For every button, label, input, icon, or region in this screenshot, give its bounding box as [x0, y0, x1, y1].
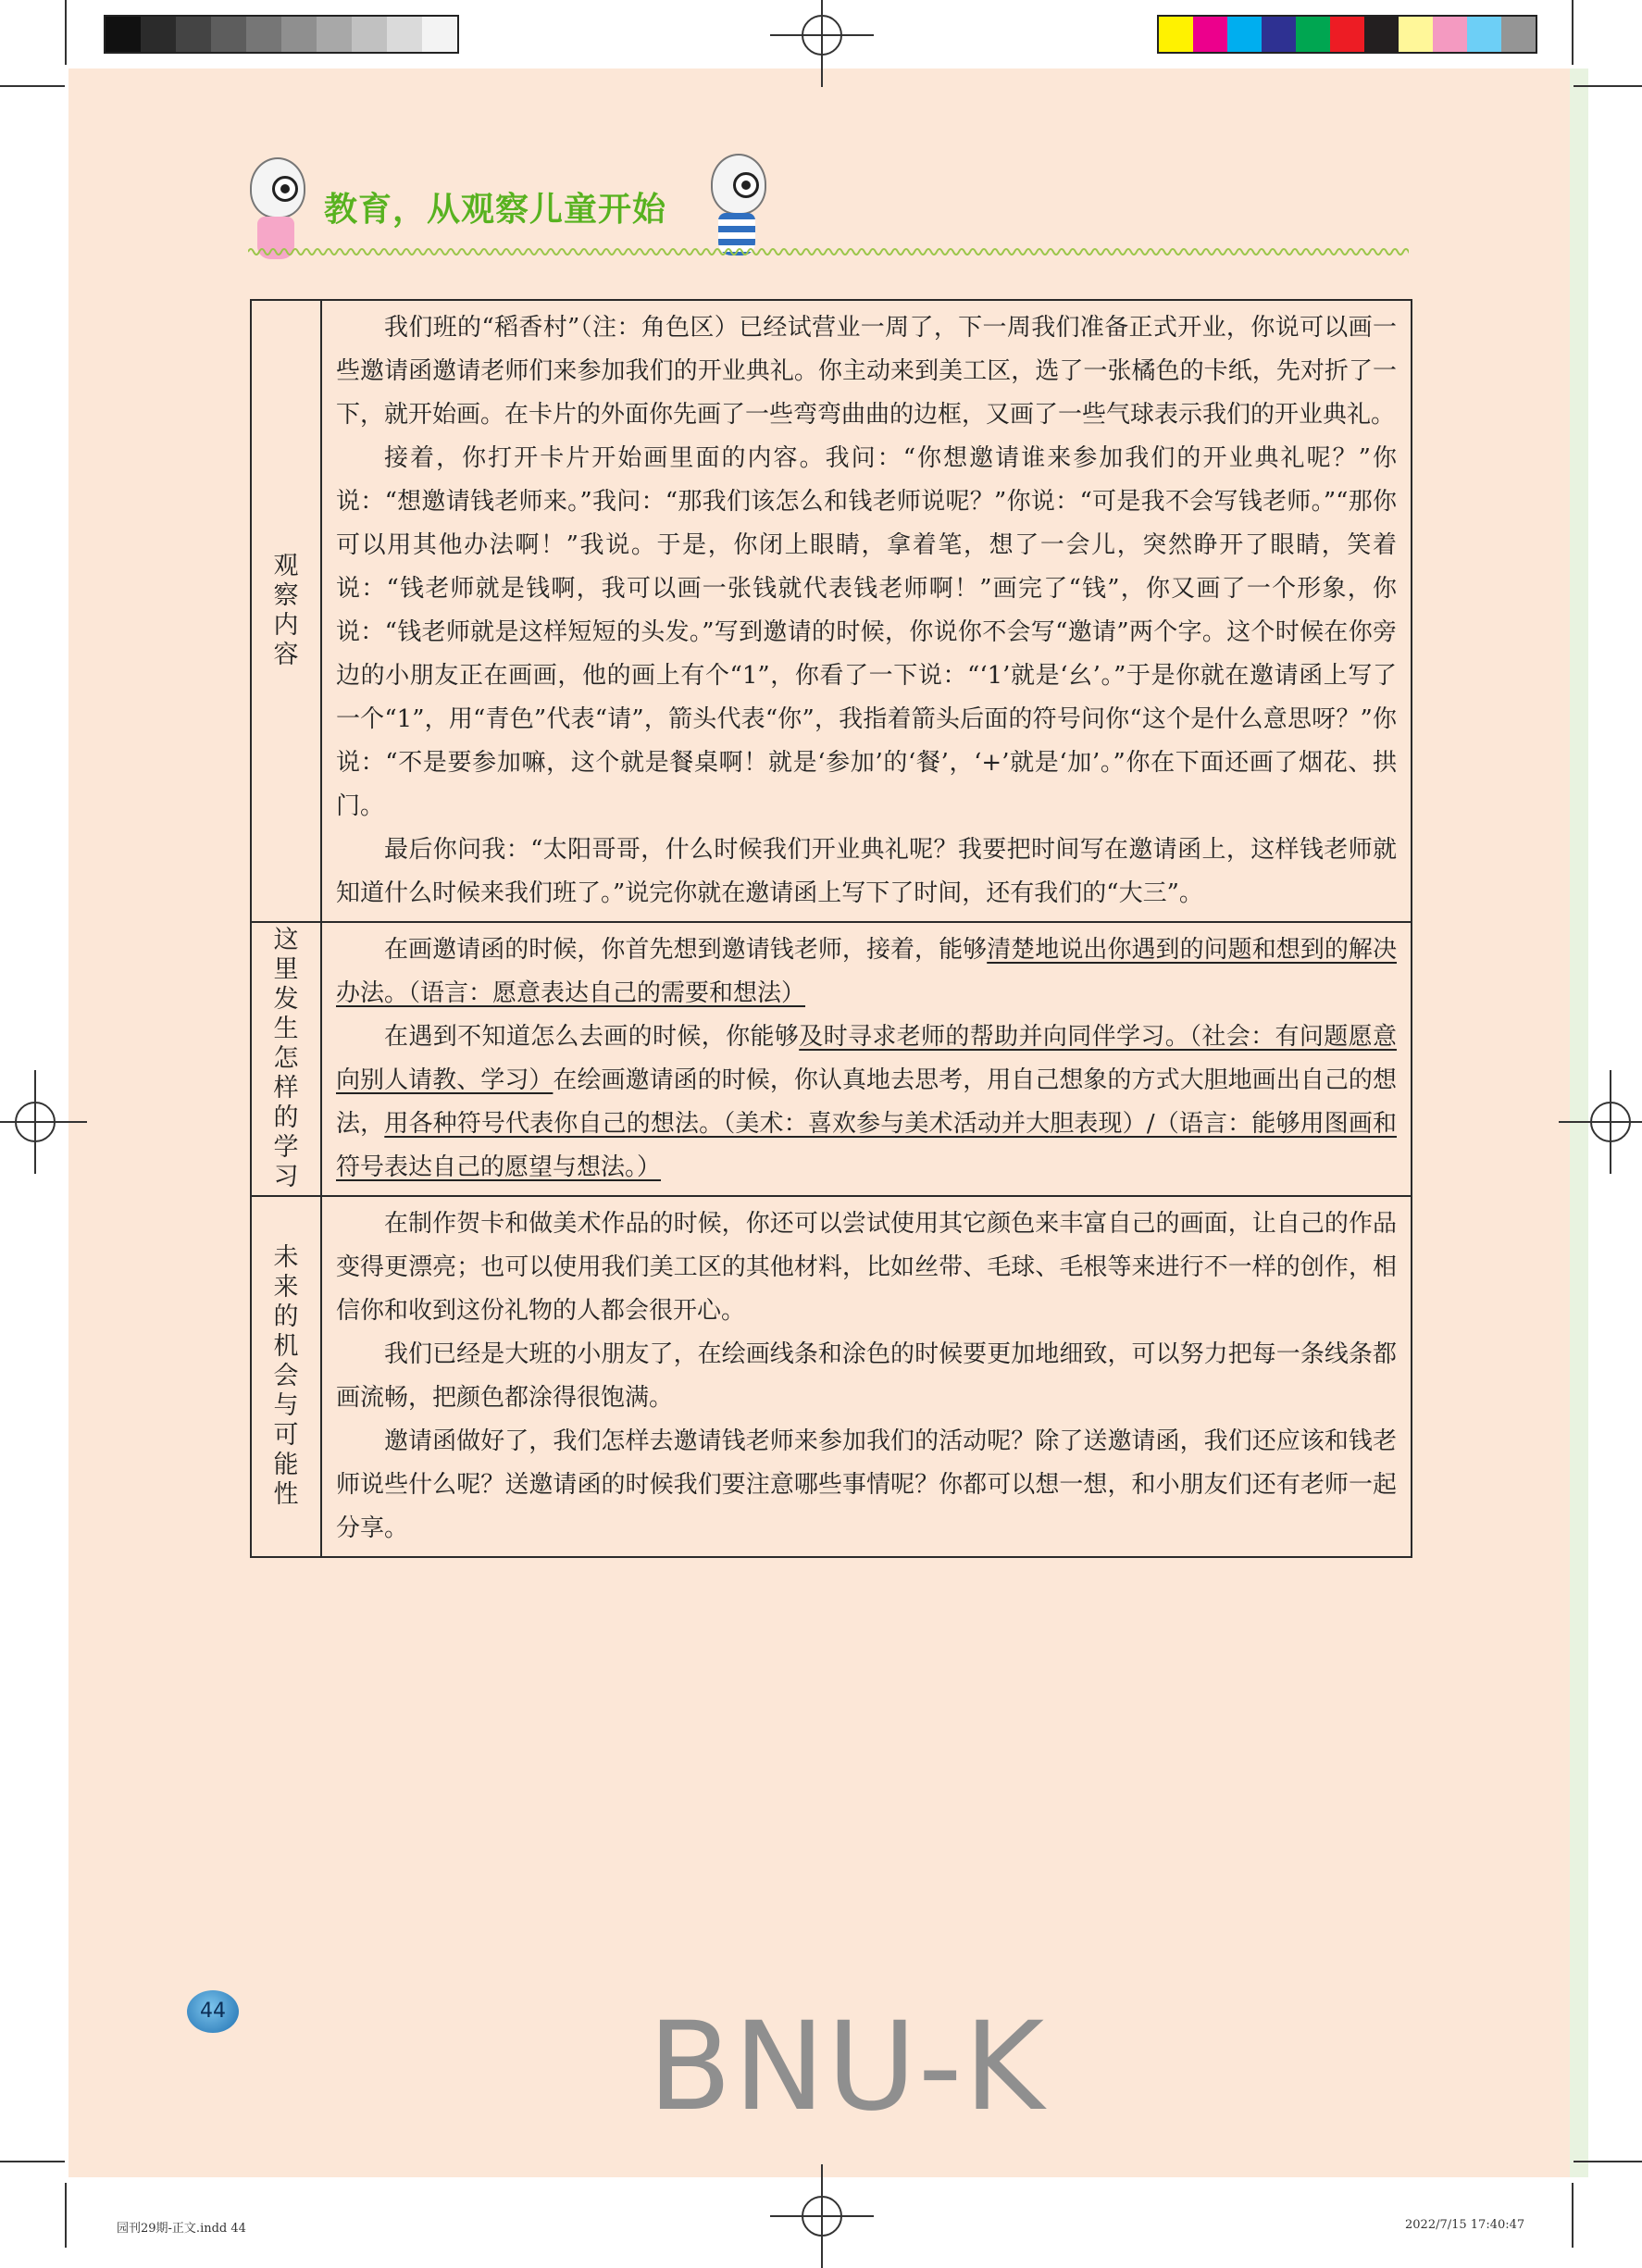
- table-row-future: [251, 1196, 1412, 1557]
- text-segment: 在画邀请函的时候，你首先想到邀请钱老师，接着，能够: [384, 936, 988, 964]
- paragraph: [336, 1016, 1397, 1190]
- paragraph: [336, 1333, 1397, 1420]
- color-swatch: [1296, 17, 1330, 52]
- color-swatch: [1501, 17, 1536, 52]
- text-segment: 邀请函做好了，我们怎样去邀请钱老师来参加我们的活动呢？除了送邀请函，我们还应该和钱老师说些什么呢？送邀请函的时候我们要注意哪些事情呢？你都可以想一想，和小朋友们还有老师一起分享。: [336, 1427, 1397, 1542]
- wavy-divider: [248, 245, 1409, 258]
- row-content: [321, 922, 1412, 1196]
- registration-mark: [802, 15, 842, 56]
- gray-swatch: [317, 17, 352, 52]
- gray-swatch: [422, 17, 457, 52]
- observation-table: [250, 299, 1412, 1558]
- gray-swatch: [106, 17, 141, 52]
- slug-timestamp: 2022/7/15 17:40:47: [1405, 2218, 1525, 2232]
- slug-file-info: 园刊29期-正文.indd 44: [117, 2222, 246, 2236]
- color-swatch: [1227, 17, 1262, 52]
- row-label: 未来的机会与可能性: [251, 1196, 321, 1557]
- text-segment: 接着，你打开卡片开始画里面的内容。我问：“你想邀请谁来参加我们的开业典礼呢？”你说：“想邀请钱老师来。”我问：“那我们该怎么和钱老师说呢？”你说：“可是我不会写钱老师。”“那你可以用其他办法啊！”我说。于是，你闭上眼睛，拿着笔，想了一会儿，突然睁开了眼睛，笑着说：“钱老师就是钱啊，我可以画一张钱就代表钱老师啊！”画完了“钱”，你又画了一个形象，你说：“钱老师就是这样短短的头发。”写到邀请的时候，你说你不会写“邀请”两个字。这个时候在你旁边的小朋友正在画画，他的画上有个“1”，你看了一下说：“‘1’就是‘幺’。”于是你就在邀请函上写了一个“1”，用“青色”代表“请”，箭头代表“你”，我指着箭头后面的符号问你“这个是什么意思呀？”你说：“不是要参加嘛，这个就是餐桌啊！就是‘参加’的‘餐’，‘+’就是‘加’。”你在下面还画了烟花、拱门。: [336, 444, 1397, 820]
- paragraph: [336, 1420, 1397, 1551]
- row-content: [321, 300, 1412, 922]
- row-label: 这里发生怎样的学习: [251, 922, 321, 1196]
- registration-mark: [802, 2196, 842, 2237]
- gray-swatch: [246, 17, 281, 52]
- paragraph: [336, 1203, 1397, 1333]
- color-bar: [1157, 15, 1537, 54]
- color-swatch: [1262, 17, 1296, 52]
- grayscale-bar: [104, 15, 459, 54]
- text-segment: 我们班的“稻香村”（注：角色区）已经试营业一周了，下一周我们准备正式开业，你说可以画一些邀请函邀请老师们来参加我们的开业典礼。你主动来到美工区，选了一张橘色的卡纸，先对折了一下，就开始画。在卡片的外面你先画了一些弯弯曲曲的边框，又画了一些气球表示我们的开业典礼。: [336, 314, 1397, 429]
- paragraph: [336, 829, 1397, 916]
- underlined-text: 清楚地说出你遇到的问题和想到的解决办法。（语言：愿意表达自己的需要和想法）: [336, 936, 1397, 1007]
- color-swatch: [1433, 17, 1467, 52]
- page-edge: [1570, 69, 1588, 2177]
- page-number: 44: [187, 1990, 239, 2033]
- paragraph: [336, 437, 1397, 829]
- color-swatch: [1467, 17, 1501, 52]
- row-content: [321, 1196, 1412, 1557]
- gray-swatch: [281, 17, 317, 52]
- color-swatch: [1399, 17, 1433, 52]
- header-title: 教育，从观察儿童开始: [324, 191, 667, 229]
- crop-mark: [65, 0, 67, 65]
- gray-swatch: [176, 17, 211, 52]
- crop-mark: [0, 2161, 65, 2162]
- underlined-text: 及时寻求老师的帮助并向同伴学习。（社会：有问题愿意向别人请教、学习）: [336, 1023, 1397, 1094]
- color-swatch: [1364, 17, 1399, 52]
- color-swatch: [1330, 17, 1364, 52]
- underlined-text: 用各种符号代表你自己的想法。（美术：喜欢参与美术活动并大胆表现）/（语言：能够用图画和符号表达自己的愿望与想法。）: [336, 1110, 1397, 1181]
- gray-swatch: [352, 17, 387, 52]
- registration-mark: [15, 1102, 56, 1142]
- crop-mark: [1574, 2161, 1642, 2162]
- registration-mark: [1590, 1102, 1631, 1142]
- crop-mark: [0, 85, 65, 87]
- table-row-learning: [251, 922, 1412, 1196]
- bnu-k-logo: BNU-K: [648, 1996, 1047, 2138]
- gray-swatch: [211, 17, 246, 52]
- text-segment: 最后你问我：“太阳哥哥，什么时候我们开业典礼呢？我要把时间写在邀请函上，这样钱老师就知道什么时候来我们班了。”说完你就在邀请函上写下了时间，还有我们的“大三”。: [336, 836, 1397, 907]
- text-segment: 我们已经是大班的小朋友了，在绘画线条和涂色的时候要更加地细致，可以努力把每一条线条都画流畅，把颜色都涂得很饱满。: [336, 1340, 1397, 1412]
- color-swatch: [1159, 17, 1193, 52]
- text-segment: 在遇到不知道怎么去画的时候，你能够: [384, 1023, 800, 1051]
- text-segment: 在制作贺卡和做美术作品的时候，你还可以尝试使用其它颜色来丰富自己的画面，让自己的作品变得更漂亮；也可以使用我们美工区的其他材料，比如丝带、毛球、毛根等来进行不一样的创作，相信你和收到这份礼物的人都会很开心。: [336, 1210, 1397, 1325]
- text-segment: 在绘画邀请函的时候，你认真地去思考，用自己想象的方式大胆地画出自己的想法，: [336, 1066, 1397, 1138]
- gray-swatch: [141, 17, 176, 52]
- table-row-observation: [251, 300, 1412, 922]
- paragraph: [336, 928, 1397, 1016]
- paragraph: [336, 306, 1397, 437]
- crop-mark: [65, 2183, 67, 2248]
- gray-swatch: [387, 17, 422, 52]
- crop-mark: [1574, 85, 1642, 87]
- color-swatch: [1193, 17, 1227, 52]
- crop-mark: [1572, 0, 1574, 65]
- crop-mark: [1572, 2183, 1574, 2248]
- row-label: 观察内容: [251, 300, 321, 922]
